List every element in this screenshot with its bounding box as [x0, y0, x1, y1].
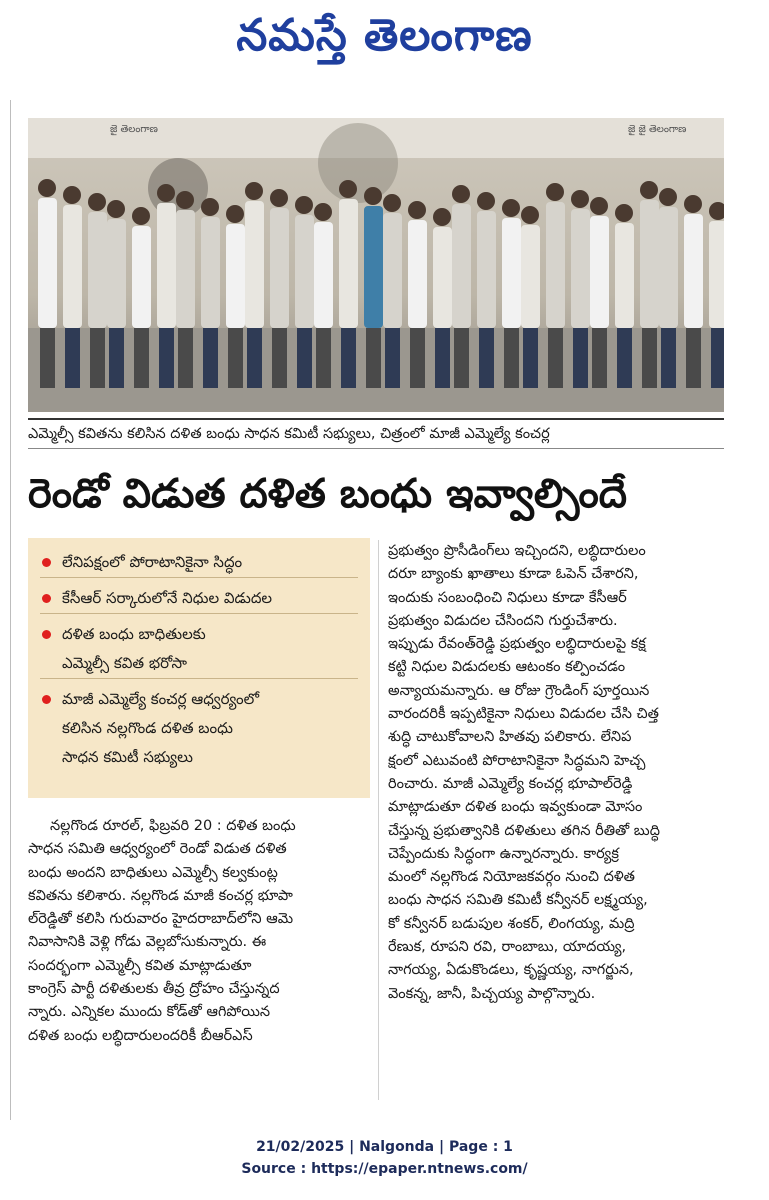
highlight-item: [40, 685, 358, 772]
backdrop-banner-text-left: జై తెలంగాణ: [110, 124, 158, 135]
person-body: [295, 215, 314, 328]
person-head: [659, 188, 677, 206]
person-head: [339, 180, 357, 198]
person-legs: [711, 328, 724, 388]
person-body: [88, 212, 107, 328]
person-legs: [410, 328, 425, 388]
person-head: [132, 207, 150, 225]
person-body: [640, 200, 659, 328]
person-head: [226, 205, 244, 223]
person-head: [640, 181, 658, 199]
newspaper-logo: నమస్తే తెలంగాణ: [236, 10, 533, 61]
body-text-line: బంధు అందని బాధితులు ఎమ్మెల్సీ కల్వకుంట్ల: [28, 864, 278, 881]
person-legs: [661, 328, 676, 388]
person-head: [107, 200, 125, 218]
edition-info: 21/02/2025 | Nalgonda | Page : 1: [256, 1139, 513, 1155]
body-text-line: అన్యాయమన్నారు. ఆ రోజు గ్రౌండింగ్ పూర్తయిన: [388, 682, 650, 699]
masthead: [0, 0, 769, 80]
person-legs: [341, 328, 356, 388]
highlight-item: [40, 548, 358, 578]
person-body: [364, 206, 383, 328]
highlight-line: మాజీ ఎమ్మెల్యే కంచర్ల ఆధ్వర్యంలో: [62, 690, 260, 708]
body-text-line: కవితను కలిశారు. నల్లగొండ మాజీ కంచర్ల భూపా: [28, 887, 293, 904]
body-text-line: దరూ బ్యాంకు ఖాతాలు కూడా ఓపెన్ చేశారని,: [388, 566, 639, 583]
person-head: [452, 185, 470, 203]
body-text-line: వారందరికీ ఇప్పటికైనా నిధులు విడుదల చేసి చిత్త: [388, 706, 659, 723]
person-body: [132, 226, 151, 328]
person-body: [339, 199, 358, 328]
person-body: [176, 210, 195, 328]
highlight-line: ఎమ్మెల్సీ కవిత భరోసా: [62, 654, 188, 672]
body-text-line: క్షంలో ఎటువంటి పోరాటానికైనా సిద్ధమని హెచ్చ: [388, 752, 646, 769]
person-head: [546, 183, 564, 201]
body-text-line: నాగయ్య, ఏడుకొండలు, కృష్ణయ్య, నాగర్జున,: [388, 962, 634, 979]
column-divider: [378, 540, 379, 1100]
body-text-line: దళిత బంధు లబ్ధిదారులందరికీ బీఆర్ఎస్: [28, 1027, 253, 1044]
highlight-line: లేనిపక్షంలో పోరాటానికైనా సిద్ధం: [62, 553, 243, 571]
person-body: [63, 205, 82, 328]
body-text-line: చేస్తున్న ప్రభుత్వానికి దళితులు తగిన రీతితో బుద్ధి: [388, 822, 660, 839]
person-body: [245, 201, 264, 328]
person-legs: [109, 328, 124, 388]
person-head: [433, 208, 451, 226]
person-legs: [203, 328, 218, 388]
person-body: [314, 222, 333, 328]
person-head: [408, 201, 426, 219]
body-text-line: కట్టి నిధుల విడుదలకు ఆటంకం కల్పించడం: [388, 659, 626, 676]
person-head: [521, 206, 539, 224]
person-head: [684, 195, 702, 213]
person-head: [201, 198, 219, 216]
body-text-line: ప్రభుత్వం ప్రొసీడింగ్‌లు ఇచ్చిందని, లబ్ధిదారులం: [388, 543, 646, 559]
body-text-line: వెంకన్న, జానీ, పిచ్చయ్య పాల్గొన్నారు.: [388, 985, 596, 1002]
person-legs: [134, 328, 149, 388]
highlight-item: [40, 584, 358, 614]
person-body: [502, 218, 521, 328]
body-text-line: నివాసానికి వెళ్లి గోడు వెల్లబోసుకున్నారు. ఈ: [28, 934, 267, 951]
person-legs: [178, 328, 193, 388]
article-headline: రెండో విడుత దళిత బంధు ఇవ్వాల్సిందే: [28, 471, 627, 517]
highlight-item: [40, 620, 358, 679]
source-info: Source : https://epaper.ntnews.com/: [241, 1161, 528, 1177]
person-legs: [228, 328, 243, 388]
person-body: [521, 225, 540, 328]
person-head: [295, 196, 313, 214]
person-body: [157, 203, 176, 328]
person-legs: [573, 328, 588, 388]
person-legs: [642, 328, 657, 388]
body-text-line: మాట్లాడుతూ దళిత బంధు ఇవ్వకుండా మోసం: [388, 799, 643, 816]
person-head: [88, 193, 106, 211]
body-text-line: సాధన సమితి ఆధ్వర్యంలో రెండో విడుత దళిత: [28, 841, 287, 858]
highlights-box: [28, 538, 370, 798]
person-head: [364, 187, 382, 205]
bullet-icon: [42, 695, 51, 704]
highlight-line: కేసీఆర్ సర్కారులోనే నిధుల విడుదల: [62, 589, 273, 607]
page-margin-rule: [10, 100, 11, 1120]
body-text-line: చెప్పేందుకు సిద్ధంగా ఉన్నారన్నారు. కార్యక్ర: [388, 845, 619, 862]
person-legs: [479, 328, 494, 388]
person-head: [383, 194, 401, 212]
person-legs: [247, 328, 262, 388]
news-photo: [28, 118, 724, 412]
article-body-right-column: [388, 540, 728, 1006]
body-text-line: మంలో నల్లగొండ నియోజకవర్గం నుంచి దళిత: [388, 869, 635, 886]
person-body: [383, 213, 402, 328]
person-body: [709, 221, 724, 328]
highlight-line: దళిత బంధు బాధితులకు: [62, 625, 206, 643]
body-text-line: రించారు. మాజీ ఎమ్మెల్యే కంచర్ల భూపాల్‌రెడ్డి: [388, 775, 633, 792]
backdrop-banner-text-right: జై జై తెలంగాణ: [628, 124, 687, 135]
person-legs: [90, 328, 105, 388]
person-body: [477, 211, 496, 328]
person-head: [270, 189, 288, 207]
person-head: [590, 197, 608, 215]
person-legs: [504, 328, 519, 388]
person-body: [590, 216, 609, 328]
body-text-line: ల్‌రెడ్డితో కలిసి గురువారం హైదరాబాద్‌లోని ఆమె: [28, 911, 294, 928]
body-text-line: నల్లగొండ రూరల్, ఫిబ్రవరి 20 : దళిత బంధు: [50, 818, 296, 834]
highlight-line: సాధన కమిటీ సభ్యులు: [62, 748, 193, 766]
person-body: [615, 223, 634, 328]
person-body: [659, 207, 678, 328]
group-photo-illustration: [28, 118, 724, 412]
person-legs: [366, 328, 381, 388]
person-legs: [272, 328, 287, 388]
person-legs: [40, 328, 55, 388]
person-head: [63, 186, 81, 204]
person-head: [477, 192, 495, 210]
body-text-line: ఇందుకు సంబంధించి నిధులు కూడా కేసీఆర్: [388, 589, 627, 606]
person-head: [615, 204, 633, 222]
person-legs: [617, 328, 632, 388]
person-body: [270, 208, 289, 328]
person-legs: [454, 328, 469, 388]
person-legs: [65, 328, 80, 388]
bullet-icon: [42, 558, 51, 567]
person-body: [452, 204, 471, 328]
body-text-line: కాంగ్రెస్ పార్టీ దళితులకు తీవ్ర ద్రోహం చేస్తున్నద: [28, 981, 280, 998]
body-text-line: శుద్ధి చాటుకోవాలని హితవు పలికారు. లేనిప: [388, 729, 632, 746]
person-head: [314, 203, 332, 221]
body-text-line: రేణుక, రూపని రవి, రాంబాబు, యాదయ్య,: [388, 939, 627, 956]
bullet-icon: [42, 594, 51, 603]
person-head: [157, 184, 175, 202]
person-body: [38, 198, 57, 328]
article-body-left-column: [28, 815, 366, 1048]
body-text-line: కో కన్వీనర్ బడుపుల శంకర్, లింగయ్య, మద్రి: [388, 915, 635, 932]
person-body: [226, 224, 245, 328]
highlight-line: కలిసిన నల్లగొండ దళిత బంధు: [62, 719, 233, 737]
person-legs: [435, 328, 450, 388]
person-body: [201, 217, 220, 328]
person-legs: [297, 328, 312, 388]
person-head: [38, 179, 56, 197]
page-footer: [0, 1136, 769, 1180]
body-text-line: బంధు సాధన సమితి కమిటీ కన్వీనర్ లక్ష్మయ్య,: [388, 892, 648, 909]
person-legs: [548, 328, 563, 388]
person-body: [571, 209, 590, 328]
person-legs: [159, 328, 174, 388]
bullet-icon: [42, 630, 51, 639]
person-body: [408, 220, 427, 328]
body-text-line: సందర్భంగా ఎమ్మెల్సీ కవిత మాట్లాడుతూ: [28, 957, 252, 974]
photo-caption: ఎమ్మెల్సీ కవితను కలిసిన దళిత బంధు సాధన కమిటీ సభ్యులు, చిత్రంలో మాజీ ఎమ్మెల్యే కంచర్ల: [28, 418, 724, 449]
person-legs: [316, 328, 331, 388]
body-text-line: ఇప్పుడు రేవంత్‌రెడ్డి ప్రభుత్వం లబ్ధిదారులపై కక్ష: [388, 636, 646, 653]
person-legs: [385, 328, 400, 388]
person-body: [546, 202, 565, 328]
body-text-line: న్నారు. ఎన్నికల ముందు కోడ్‌తో ఆగిపోయిన: [28, 1004, 271, 1021]
body-text-line: ప్రభుత్వం విడుదల చేసిందని గుర్తుచేశారు.: [388, 612, 618, 629]
person-body: [107, 219, 126, 328]
person-head: [571, 190, 589, 208]
person-legs: [686, 328, 701, 388]
person-head: [176, 191, 194, 209]
person-body: [433, 227, 452, 328]
person-head: [502, 199, 520, 217]
person-legs: [523, 328, 538, 388]
person-body: [684, 214, 703, 328]
person-head: [245, 182, 263, 200]
person-legs: [592, 328, 607, 388]
